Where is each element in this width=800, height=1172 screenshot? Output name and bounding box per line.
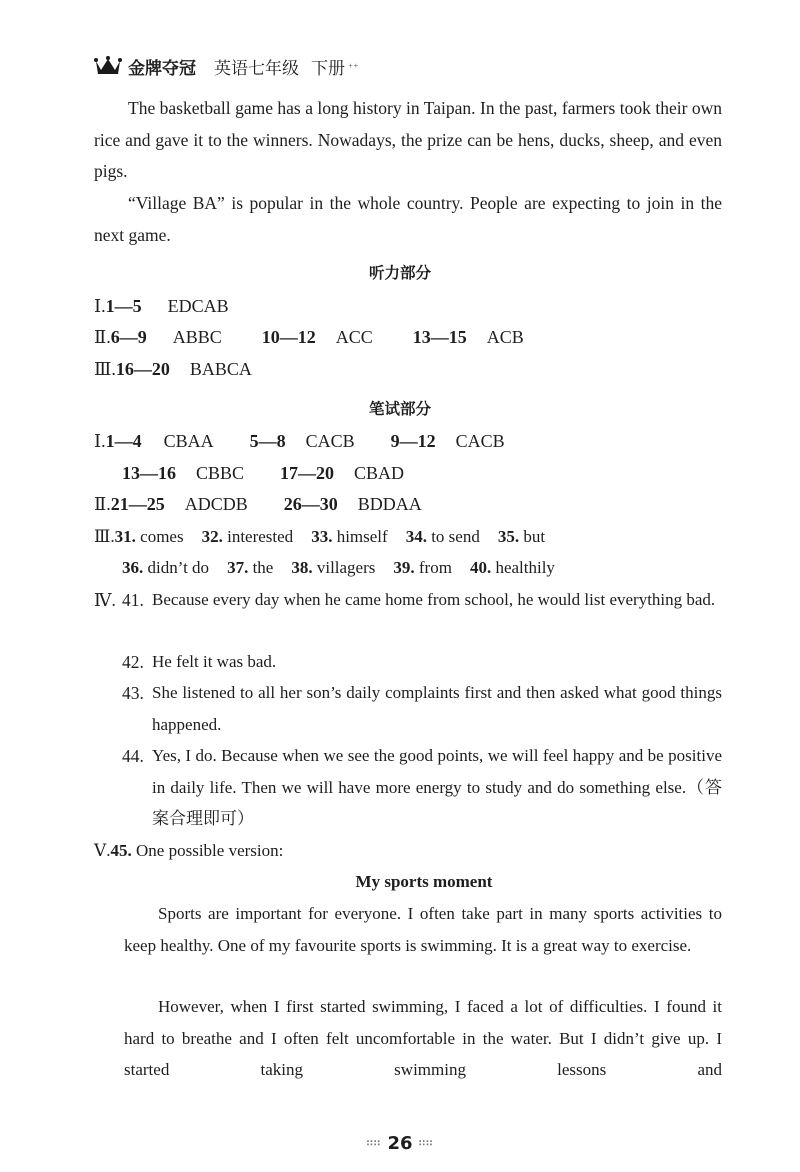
answer-word: himself xyxy=(336,527,388,546)
answer-letters: CACB xyxy=(305,431,355,451)
answer-44: Yes, I do. Because when we see the good points, we will feel happy and be positive in daily life. Then we will have more energy to study and do something else.（答案合理即可） xyxy=(152,746,722,828)
listening-row-3 xyxy=(94,359,252,380)
question-number: 32. xyxy=(201,527,223,546)
page-header xyxy=(94,50,359,82)
question-number: 31. xyxy=(114,527,136,546)
written-s3-line-2 xyxy=(122,558,555,578)
written-section-title: 笔试部分 xyxy=(368,400,431,418)
passage-paragraph-2: “Village BA” is popular in the whole country. People are expecting to join in the next game. xyxy=(94,193,722,245)
answer-letters: BDDAA xyxy=(357,494,422,514)
subject-grade: 英语七年级 xyxy=(214,58,299,79)
answer-letters: ACB xyxy=(486,327,524,347)
answer-range: 13—16 xyxy=(122,463,176,483)
roman-numeral: Ⅰ. xyxy=(94,431,106,451)
answer-range: 21—25 xyxy=(110,494,165,514)
answer-word: interested xyxy=(227,527,294,546)
question-number: 35. xyxy=(497,527,520,546)
question-number: 40. xyxy=(469,558,492,577)
footer-dots-left: ∷∷ xyxy=(366,1139,382,1149)
question-number-41: 41. xyxy=(122,590,144,610)
answer-letters: ABBC xyxy=(172,327,222,347)
answer-range: 1—5 xyxy=(105,296,142,316)
answer-43: She listened to all her son’s daily complaints first and then asked what good things happened. xyxy=(152,683,722,734)
written-s3-line-1 xyxy=(94,527,545,547)
question-number: 34. xyxy=(405,527,427,546)
answer-letters: ADCDB xyxy=(184,494,248,514)
essay-paragraph-1: Sports are important for everyone. I often take part in many sports activities to keep healthy. One of my favourite sports is swimming. It is a great way to exercise. xyxy=(124,904,722,955)
answer-word: healthily xyxy=(495,558,555,577)
answer-range: 17—20 xyxy=(280,463,335,483)
page-number: 26 xyxy=(387,1133,413,1154)
written-s5-line xyxy=(94,841,283,861)
roman-numeral: Ⅰ. xyxy=(94,296,106,316)
roman-numeral: Ⅴ. xyxy=(94,841,111,860)
answer-word: the xyxy=(252,558,274,577)
question-number: 33. xyxy=(311,527,333,546)
roman-numeral: Ⅲ. xyxy=(94,359,116,379)
roman-numeral: Ⅱ. xyxy=(94,327,111,347)
answer-letters: BABCA xyxy=(189,359,252,379)
answer-letters: CBBC xyxy=(196,463,245,483)
answer-word: to send xyxy=(431,527,480,546)
header-ornament: ⁺⁺ xyxy=(348,62,359,74)
answer-letters: CBAD xyxy=(354,463,405,483)
answer-range: 16—20 xyxy=(115,359,170,379)
answer-letters: ACC xyxy=(335,327,373,347)
answer-42: He felt it was bad. xyxy=(152,652,277,671)
answer-letters: EDCAB xyxy=(167,296,229,316)
written-s4-roman: Ⅳ. xyxy=(94,590,116,610)
footer-dots-right: ∷∷ xyxy=(418,1139,434,1149)
answer-range: 26—30 xyxy=(283,494,338,514)
answer-word: from xyxy=(418,558,452,577)
answer-word: comes xyxy=(140,527,184,546)
question-number-43: 43. xyxy=(122,683,144,703)
question-number: 36. xyxy=(122,558,144,577)
answer-range: 13—15 xyxy=(412,327,467,347)
question-number: 45. xyxy=(110,841,132,860)
written-s1-line-2 xyxy=(122,463,404,484)
listening-row-2 xyxy=(94,327,524,348)
question-number: 37. xyxy=(227,558,249,577)
question-number: 38. xyxy=(291,558,313,577)
roman-numeral: Ⅲ. xyxy=(94,527,115,546)
answer-range: 10—12 xyxy=(261,327,316,347)
answer-range: 5—8 xyxy=(249,431,286,451)
roman-numeral: Ⅱ. xyxy=(94,494,111,514)
question-number: 39. xyxy=(393,558,415,577)
answer-letters: CBAA xyxy=(163,431,214,451)
page-footer xyxy=(0,1133,800,1154)
question-number-42: 42. xyxy=(122,652,144,672)
volume-label: 下册 xyxy=(311,58,345,79)
written-s1-line-1 xyxy=(94,431,505,452)
answer-range: 9—12 xyxy=(390,431,436,451)
listening-section-title: 听力部分 xyxy=(368,264,431,282)
answer-word: didn’t do xyxy=(147,558,210,577)
essay-paragraph-2: However, when I first started swimming, I faced a lot of difficulties. I found it hard to breathe and I often felt uncomfortable in the water. But I didn’t give up. I started taking swimming lessons and xyxy=(124,997,722,1079)
question-number-44: 44. xyxy=(122,746,144,766)
listening-row-1 xyxy=(94,296,229,317)
answer-41: Because every day when he came home from school, he would list everything bad. xyxy=(152,590,716,609)
written-s2-line xyxy=(94,494,422,515)
answer-word: but xyxy=(523,527,546,546)
brand-name: 金牌夺冠 xyxy=(128,58,196,79)
answer-range: 6—9 xyxy=(110,327,147,347)
answer-intro: One possible version: xyxy=(136,841,284,860)
crown-icon xyxy=(94,55,122,77)
answer-word: villagers xyxy=(316,558,376,577)
essay-title: My sports moment xyxy=(355,872,493,891)
answer-letters: CACB xyxy=(455,431,505,451)
answer-range: 1—4 xyxy=(105,431,142,451)
passage-paragraph-1: The basketball game has a long history in Taipan. In the past, farmers took their own rice and gave it to the winners. Nowadays, the prize can be hens, ducks, sheep, and even pigs. xyxy=(94,98,722,181)
